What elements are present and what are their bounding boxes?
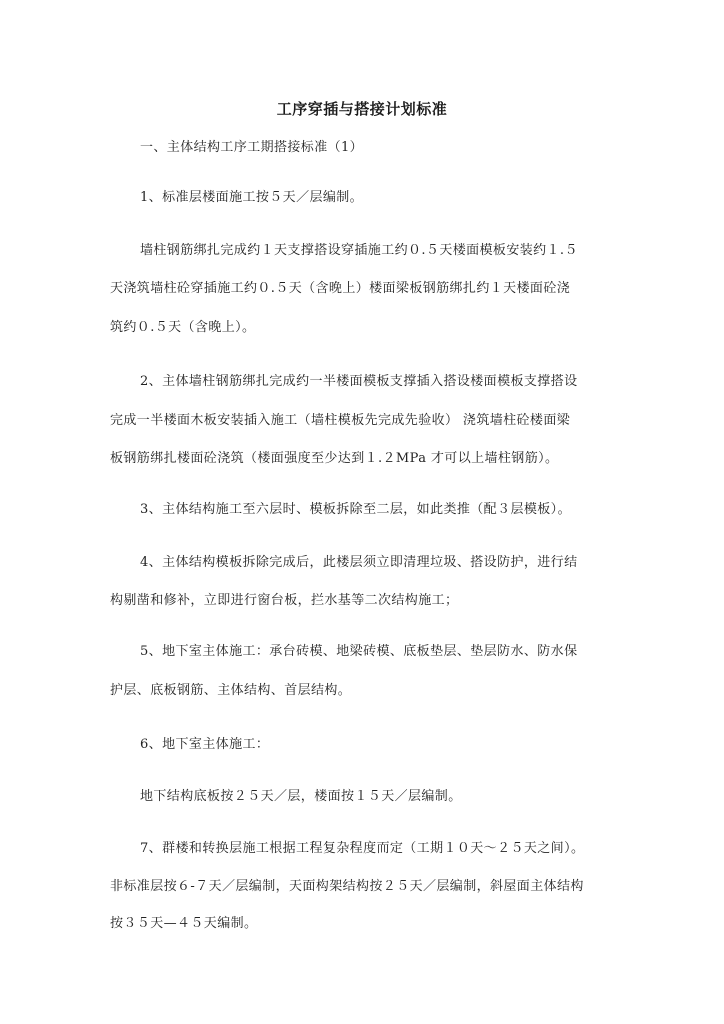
paragraph-3-line-3: 板钢筋绑扎楼面砼浇筑（楼面强度至少达到１.２MPa 才可以上墙柱钢筋）。 (110, 451, 559, 466)
paragraph-2-line-3: 筑约０.５天（含晚上）。 (110, 320, 256, 335)
paragraph-5-line-2: 构剔凿和修补，立即进行窗台板，拦水基等二次结构施工； (110, 593, 459, 608)
paragraph-2-line-2: 天浇筑墙柱砼穿插施工约０.５天（含晚上）楼面梁板钢筋绑扎约１天楼面砼浇 (110, 281, 571, 296)
paragraph-2-line-1: 墙柱钢筋绑扎完成约１天支撑搭设穿插施工约０.５天楼面模板安装约１.５ (140, 243, 578, 258)
paragraph-8: 地下结构底板按２５天／层，楼面按１５天／层编制。 (140, 789, 462, 804)
document-title: 工序穿插与搭接计划标准 (276, 100, 448, 118)
paragraph-9-line-3: 按３５天—４５天编制。 (110, 916, 258, 931)
paragraph-6-line-1: 5、地下室主体施工：承台砖模、地梁砖模、底板垫层、垫层防水、防水保 (140, 644, 578, 659)
paragraph-1: 1、标准层楼面施工按５天／层编制。 (140, 190, 364, 205)
paragraph-7: 6、地下室主体施工： (140, 737, 270, 752)
paragraph-6-line-2: 护层、底板钢筋、主体结构、首层结构。 (110, 683, 352, 698)
paragraph-5-line-1: 4、主体结构模板拆除完成后，此楼层须立即清理垃圾、搭设防护，进行结 (140, 555, 578, 570)
paragraph-9-line-1: 7、群楼和转换层施工根据工程复杂程度而定（工期１０天～２５天之间）。 (140, 841, 585, 856)
section-heading: 一、主体结构工序工期搭接标准（1） (140, 140, 364, 155)
paragraph-4: 3、主体结构施工至六层时、模板拆除至二层，如此类推（配３层模板）。 (140, 502, 571, 517)
paragraph-3-line-2: 完成一半楼面木板安装插入施工（墙柱模板先完成先验收） 浇筑墙柱砼楼面梁 (110, 413, 571, 428)
paragraph-3-line-1: 2、主体墙柱钢筋绑扎完成约一半楼面模板支撑插入搭设楼面模板支撑搭设 (140, 374, 578, 389)
paragraph-9-line-2: 非标准层按６-７天／层编制，天面构架结构按２５天／层编制，斜屋面主体结构 (110, 879, 584, 894)
